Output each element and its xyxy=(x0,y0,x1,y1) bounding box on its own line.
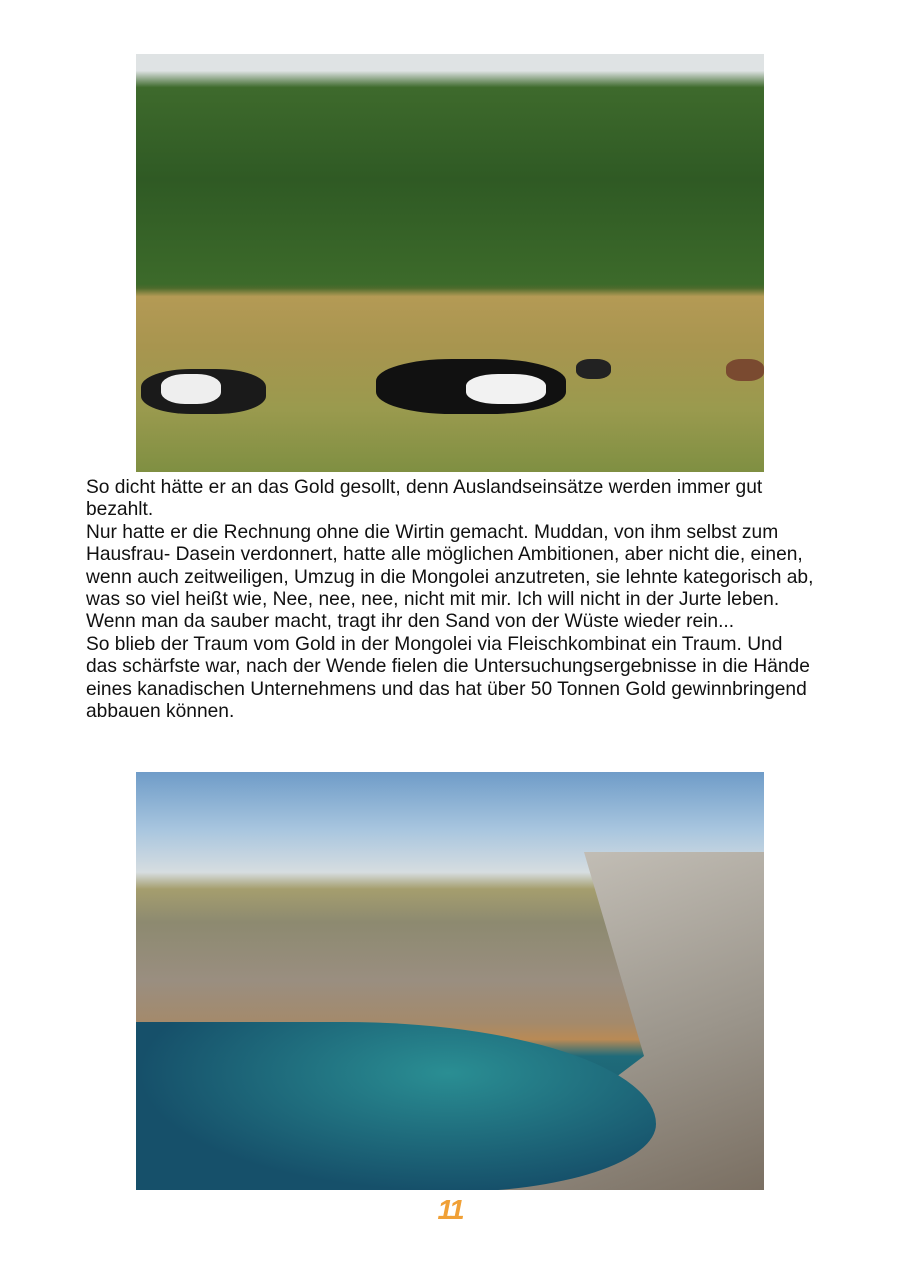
photo-open-pit-mine-lake xyxy=(136,772,764,1190)
cow xyxy=(576,359,611,379)
paragraph: So blieb der Traum vom Gold in der Mongolei via Fleischkombinat ein Traum. Und das schärfste war, nach der Wende fielen die Untersuchungsergebnisse in die Hände eines kanadischen Unternehmens und das hat über 50 Tonnen Gold gewinnbringend abbauen können. xyxy=(86,633,810,723)
page-number: 11 xyxy=(437,1194,463,1225)
lake xyxy=(136,1022,656,1190)
cow-patch xyxy=(466,374,546,404)
paragraph: Nur hatte er die Rechnung ohne die Wirtin gemacht. Muddan, von ihm selbst zum Hausfrau- Dasein verdonnert, hatte alle möglichen Ambitionen, aber nicht die, einen, wenn auch zeitweiligen, Umzug in die Mongolei anzutreten, sie lehnte kategorisch ab, was so viel heißt wie, Nee, nee, nee, nicht mit mir. Ich will nicht in der Jurte leben. Wenn man da sauber macht, tragt ihr den Sand von der Wüste wieder rein... xyxy=(86,521,814,633)
cow-patch xyxy=(161,374,221,404)
body-text xyxy=(86,477,816,723)
cow xyxy=(726,359,764,381)
photo-cows-grazing-meadow xyxy=(136,54,764,472)
paragraph: So dicht hätte er an das Gold gesollt, denn Auslandseinsätze werden immer gut bezahlt. xyxy=(86,477,763,521)
